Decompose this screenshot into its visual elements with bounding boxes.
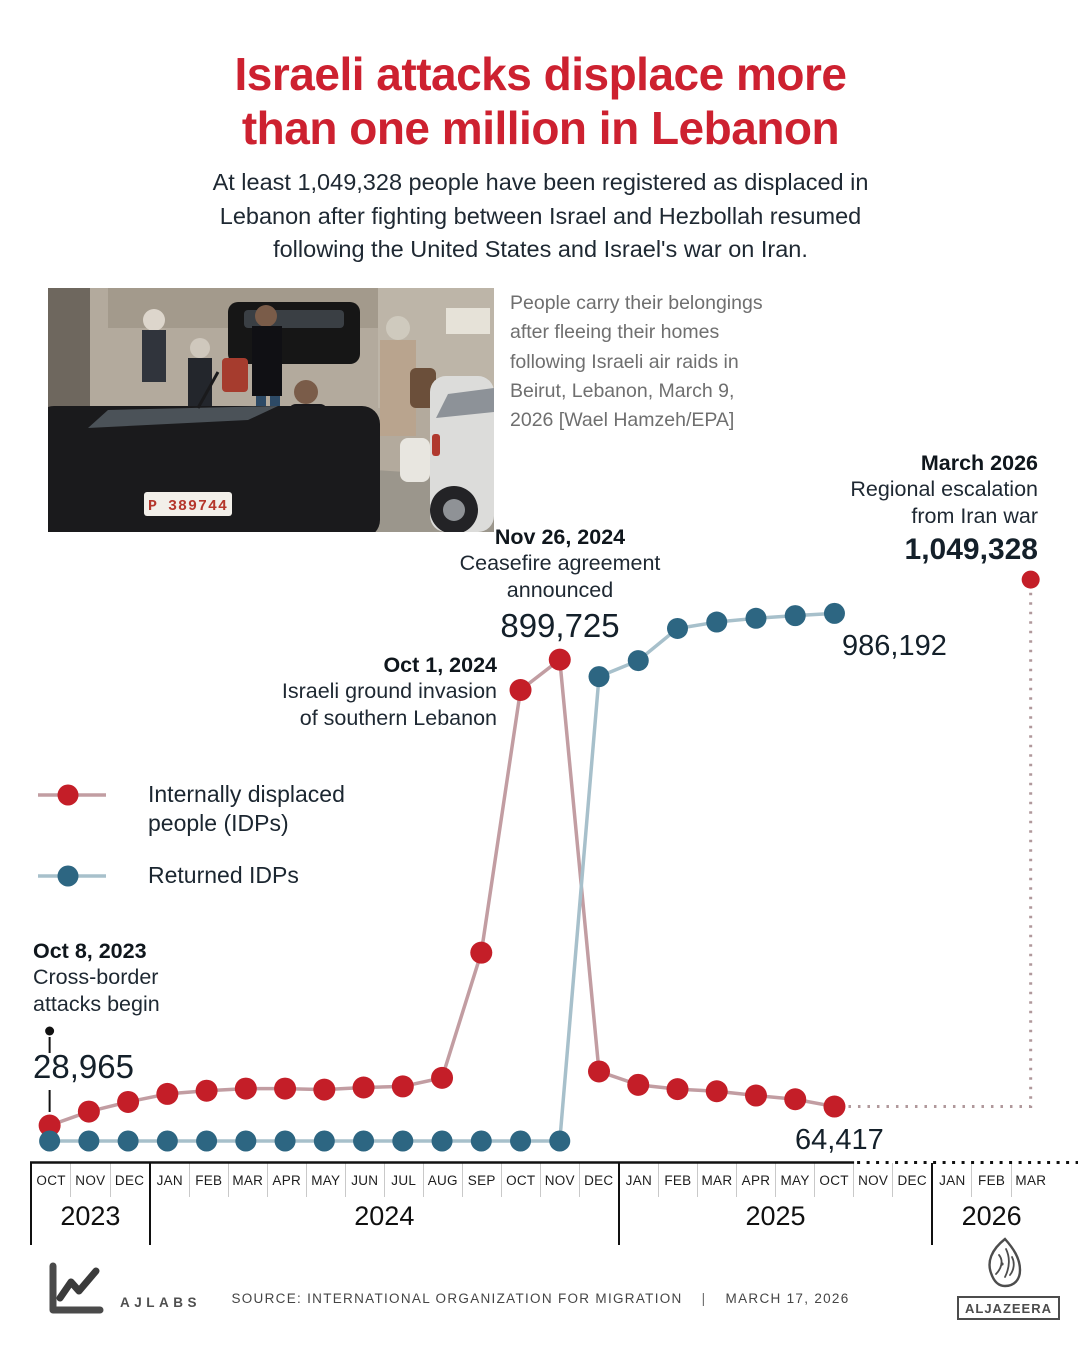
returned-dot (824, 603, 845, 624)
source-separator: | (701, 1291, 707, 1306)
idp-dot (823, 1096, 845, 1118)
axis-month-label: FEB (659, 1163, 698, 1197)
returned-dot (432, 1131, 453, 1152)
annotation-text: of southern Lebanon (299, 705, 497, 730)
axis-month-row (620, 1163, 931, 1197)
returned-dot (78, 1131, 99, 1152)
axis-year-group (30, 1163, 149, 1245)
subtitle-line: following the United States and Israel's war on Iran. (273, 236, 808, 263)
returned-dot (157, 1131, 178, 1152)
caption-line: 2026 [Wael Hamzeh/EPA] (510, 409, 735, 431)
subtitle-line: Lebanon after fighting between Israel and Hezbollah resumed (219, 202, 862, 229)
ajlabs-logo (44, 1262, 201, 1318)
axis-year-group (149, 1163, 618, 1245)
annotation-text: from Iran war (911, 503, 1038, 528)
annotation-text: Cross-border (33, 965, 159, 990)
idp-dot (470, 942, 492, 964)
returned-dot (628, 650, 649, 671)
aljazeera-calligraphy-icon (979, 1237, 1031, 1289)
annotation-date: Nov 26, 2024 (494, 525, 626, 549)
axis-month-label: APR (737, 1163, 776, 1197)
axis-year-group (618, 1163, 931, 1245)
idp-dot (510, 679, 532, 701)
axis-month-label: DEC (584, 1172, 614, 1188)
idp-dot (627, 1074, 649, 1096)
event-marker-dot (45, 1027, 54, 1036)
axis-month-label: FEB (972, 1163, 1011, 1197)
value-label-oct-2023: 28,965 (33, 1048, 134, 1085)
page-title-line1: Israeli attacks displace more (234, 48, 847, 100)
axis-month-label: OCT (815, 1163, 854, 1197)
axis-month-label: SEP (463, 1163, 502, 1197)
axis-month-label: MAY (776, 1163, 815, 1197)
idp-dot (117, 1091, 139, 1113)
returned-series-swatch-icon (36, 864, 108, 888)
axis-month-label: MAY (307, 1163, 346, 1197)
annotation-march-2026 (850, 450, 1038, 567)
returned-dot (745, 608, 766, 629)
annotation-value: 899,725 (500, 606, 620, 644)
legend-label-idps: Internally displaced people (IDPs) (148, 781, 345, 837)
value-label-returned-last: 986,192 (842, 630, 947, 662)
idp-dot (156, 1083, 178, 1105)
axis-year-label: 2025 (745, 1201, 806, 1231)
idp-dot (353, 1077, 375, 1099)
projection-dot (1022, 571, 1040, 589)
axis-month-label: OCT (32, 1163, 71, 1197)
returned-dot (392, 1131, 413, 1152)
axis-month-label: APR (268, 1163, 307, 1197)
axis-month-label: AUG (424, 1163, 463, 1197)
axis-month-label: NOV (854, 1163, 893, 1197)
idp-dot (274, 1078, 296, 1100)
axis-month-label: FEB (190, 1163, 229, 1197)
ajlabs-wordmark: AJLABS (120, 1295, 202, 1310)
source-line (0, 1291, 1081, 1306)
idp-dot (235, 1078, 257, 1100)
annotation-text: Regional escalation (850, 477, 1038, 502)
returned-dot (196, 1131, 217, 1152)
axis-month-row (933, 1163, 1050, 1197)
idp-dot (784, 1088, 806, 1110)
idp-dot (666, 1078, 688, 1100)
photo-caption (510, 289, 810, 435)
caption-line: People carry their belongings (510, 292, 763, 314)
axis-month-label: MAR (698, 1163, 737, 1197)
axis-month-label: DEC (114, 1172, 145, 1188)
idp-dot (431, 1067, 453, 1089)
annotation-text: Ceasefire agreement (459, 551, 661, 576)
photo (48, 288, 494, 532)
idp-dot (745, 1085, 767, 1107)
idp-dot (588, 1060, 610, 1082)
axis-month-row (32, 1163, 149, 1197)
returned-dot (353, 1131, 374, 1152)
axis-month-label: OCT (502, 1163, 541, 1197)
license-plate: P 389744 (147, 498, 229, 515)
idp-dot (392, 1075, 414, 1097)
photo-illustration (48, 288, 494, 532)
axis-year-label: 2026 (961, 1201, 1022, 1231)
annotation-oct-2023 (33, 938, 160, 1018)
caption-line: Beirut, Lebanon, March 9, (510, 379, 735, 402)
idp-series-swatch-icon (36, 783, 108, 807)
annotation-nov-2024 (420, 524, 700, 644)
axis-year-label: 2023 (60, 1201, 121, 1231)
annotation-date: Oct 1, 2024 (383, 653, 497, 677)
axis-month-label: MAR (1015, 1172, 1047, 1188)
annotation-text: attacks begin (33, 991, 160, 1016)
projection-dotted-line (848, 592, 1030, 1107)
legend-item-returned (36, 861, 345, 890)
axis-month-label: JAN (620, 1163, 659, 1197)
returned-dot (549, 1131, 570, 1152)
axis-month-label: JUL (385, 1163, 424, 1197)
idp-dot (706, 1080, 728, 1102)
source-text: SOURCE: INTERNATIONAL ORGANIZATION FOR MIGRATION (231, 1291, 683, 1306)
axis-month-label: MAR (229, 1163, 268, 1197)
axis-month-label: JAN (933, 1163, 972, 1197)
legend-item-idps (36, 780, 345, 839)
caption-line: after fleeing their homes (510, 321, 720, 344)
returned-dot (235, 1131, 256, 1152)
annotation-oct-2024 (282, 652, 497, 732)
returned-dot (39, 1131, 60, 1152)
returned-dot (275, 1131, 296, 1152)
returned-dot (706, 612, 727, 633)
aljazeera-wordmark: ALJAZEERA (957, 1296, 1060, 1320)
idp-dot (549, 649, 571, 671)
returned-dot (785, 605, 806, 626)
axis-month-label: JUN (346, 1163, 385, 1197)
subtitle-line: At least 1,049,328 people have been registered as displaced in (212, 169, 869, 195)
page-title (0, 48, 1081, 156)
ajlabs-chart-icon (44, 1262, 110, 1318)
aljazeera-logo (957, 1237, 1053, 1320)
annotation-date: Oct 8, 2023 (33, 939, 147, 963)
annotation-text: announced (506, 577, 614, 602)
annotation-date: March 2026 (920, 451, 1038, 475)
annotation-text: Israeli ground invasion (281, 679, 497, 704)
returned-dot (589, 666, 610, 687)
axis-month-label: JAN (151, 1163, 190, 1197)
returned-dot (510, 1131, 531, 1152)
axis-month-label: DEC (897, 1172, 927, 1188)
annotation-value: 1,049,328 (904, 532, 1038, 566)
idp-dot (313, 1079, 335, 1101)
publish-date: MARCH 17, 2026 (725, 1291, 850, 1306)
value-label-idp-last: 64,417 (795, 1124, 884, 1156)
returned-dot (118, 1131, 139, 1152)
page-subtitle (0, 166, 1081, 267)
axis-month-row (151, 1163, 618, 1197)
idp-dot (39, 1115, 61, 1137)
idp-dot (78, 1101, 100, 1123)
axis-year-group (931, 1163, 1050, 1245)
idp-dot (196, 1080, 218, 1102)
chart-legend (36, 780, 345, 912)
returned-dot (471, 1131, 492, 1152)
caption-line: following Israeli air raids in (510, 350, 739, 373)
axis-month-label: NOV (541, 1163, 580, 1197)
axis-year-label: 2024 (354, 1201, 415, 1231)
axis-month-label: NOV (71, 1163, 110, 1197)
legend-label-returned: Returned IDPs (148, 861, 299, 888)
returned-dot (314, 1131, 335, 1152)
timeline-axis (30, 1163, 1050, 1245)
page-title-line2: than one million in Lebanon (241, 101, 840, 154)
